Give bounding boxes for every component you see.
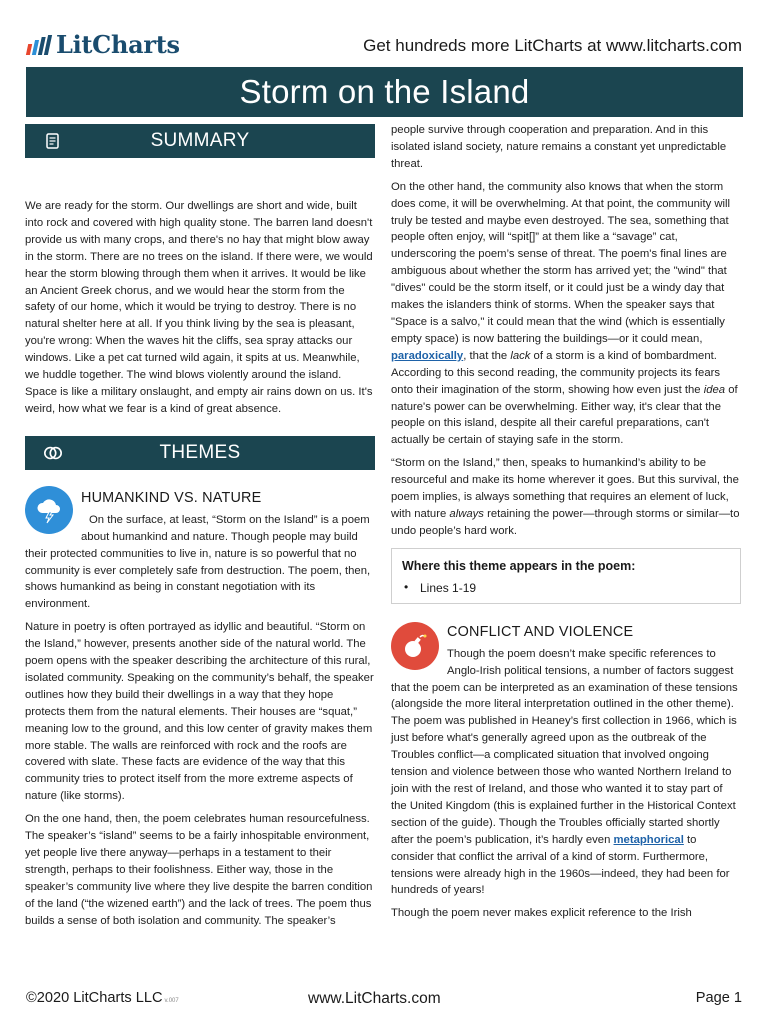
appears-list-item[interactable]: • Lines 1-19 [402, 581, 730, 595]
rings-icon [43, 445, 63, 461]
theme-conflict [391, 622, 741, 923]
theme-title-humankind: HUMANKIND VS. NATURE [81, 489, 262, 506]
footer-page-number: Page 1 [695, 990, 742, 1006]
right-column [391, 122, 741, 928]
paradoxically-link[interactable]: paradoxically [391, 349, 464, 362]
humankind-paragraph-3: On the one hand, then, the poem celebrates human resourcefulness. The speaker’s “island” seems to be a fairly inhospitable environment, yet people live there anyway—perhaps in a testament to their strength, perhaps to their foolishness. Either way, those in the speaker’s community live where they live despite the barren condition of the land (“the wizened earth”) and the lack of trees. The poem thus builds a sense of both isolation and community. The speaker’s [25, 813, 373, 927]
bomb-icon [391, 622, 439, 670]
humankind-paragraph-5: On the other hand, the community also knows that when the storm does come, it will be overwhelming. At that point, the community will truly be tested and maybe even destroyed. The sea, something that people often enjoy, will “spit[]” at them like a “savage” cat, underscoring the poem’s sense of threat. The poem's final lines are ambiguous about whether the storm has arrived yet; the "wind" that "dives" could be the storm itself, or it could just be a windy day that makes the islanders think of storms. When the speaker says that "Space is a salvo," it could mean that the wind (which is essentially empty space) is now battering the buildings—or it could mean, paradoxically, that the lack of a storm is a kind of bombardment. According to this second reading, the community projects its fears onto their imagination of the storm, showing how even just the idea of nature's power can be overwhelming. Either way, it's clear that the people on this island, despite all their careful preparations, can't actually be certain of staying safe in the storm. [391, 180, 738, 447]
page-footer [26, 990, 742, 1012]
page-title: Storm on the Island [239, 73, 530, 110]
summary-heading: SUMMARY [150, 130, 250, 151]
themes-heading: THEMES [159, 441, 241, 463]
litcharts-logo[interactable] [28, 30, 180, 59]
themes-header [25, 436, 375, 470]
appears-list [402, 581, 730, 595]
humankind-paragraph-1: On the surface, at least, “Storm on the Island” is a poem about humankind and nature. Though people may build their protected communities to live in, nature is so powerful that no community is ever completely safe from destruction. The poem, then, shows humankind as being in constant negotiation with its environment. [25, 513, 371, 611]
metaphorical-link[interactable]: metaphorical [613, 833, 684, 846]
conflict-paragraph-1: Though the poem doesn’t make specific references to Anglo-Irish political tensions, a number of factors suggest that the poem can be interpreted as an examination of these tensions (alongside the more literal interpretation outlined in the other theme). The poem was published in Heaney’s first collection in 1966, which is just before what's generally agreed upon as the outbreak of the Troubles conflict—a complicated situation that involved ongoing tension and violence between those who wanted Northern Ireland to join with the rest of Ireland, and those who wanted it to stay part of the United Kingdom (this is explained further in the Historical Context section of the guide). Though the Troubles officially started shortly after the poem’s publication, it’s hardly even metaphorical to consider that conflict the arrival of a kind of storm. Furthermore, tensions were already high in the 1960s—indeed, they had been for hundreds of years! [391, 647, 738, 897]
summary-text: We are ready for the storm. Our dwellings are short and wide, built into rock and covered with high quality stone. The barren land doesn't provide us with many crops, and there's no hay that might blow away in the storm. There are no trees on the island. If there were, we would hear the storm blowing through them when it arrives. It would be like an Ancient Greek chorus, and we would hear the storm from the safety of our home, which it would be trying to destroy. There is no natural shelter here at all. If you think living by the sea is pleasant, you're wrong: When the waves hit the cliffs, sea spray attacks our windows. Like a pet cat turned wild again, it spits at us. Meanwhile, we huddle together. The wind blows violently around the island. Space is like a military onslaught, and empty air rains down on us. It's weird, how what we fear is a kind of great absence. [25, 200, 373, 415]
storm-cloud-icon [25, 486, 73, 534]
theme-humankind [25, 486, 375, 930]
footer-copyright: ©2020 LitCharts LLC v.007 [26, 990, 179, 1006]
theme-appears-box [391, 548, 741, 604]
title-bar [26, 67, 743, 117]
conflict-paragraph-2: Though the poem never makes explicit reference to the Irish [391, 907, 692, 920]
theme-title-conflict: CONFLICT AND VIOLENCE [447, 623, 634, 640]
humankind-paragraph-2: Nature in poetry is often portrayed as idyllic and beautiful. “Storm on the Island,” however, presents another side of the natural world. The poem opens with the speaker describing the architecture of this rural, isolated community. Speaking on the community’s behalf, the speaker outlines how they build their dwellings in a way that they hope protects them from the natural elements. Their houses are “squat,” meaning low to the ground, and this low center of gravity makes them more stable. The walls are reinforced with rock and the roofs are covered with slate. These facts are evidence of the way that this community tries to protect itself from the more extreme aspects of nature (like storms). [25, 621, 374, 803]
logo-bars-icon [26, 35, 52, 55]
header-tagline: Get hundreds more LitCharts at www.litcharts.com [363, 36, 742, 55]
left-column [25, 124, 375, 936]
summary-header [25, 124, 375, 158]
humankind-paragraph-6: “Storm on the Island,” then, speaks to humankind’s ability to be resourceful and make its home wherever it goes. But this survival, the poem implies, is always something that requires an element of luck, with nature always retaining the power—through storms or similar—to undo people’s hard work. [391, 457, 740, 537]
humankind-paragraph-4: people survive through cooperation and preparation. And in this isolated island society, nature remains a constant yet unpredictable threat. [391, 124, 727, 170]
appears-box-title: Where this theme appears in the poem: [402, 558, 636, 573]
footer-version: v.007 [164, 998, 179, 1004]
logo-text: LitCharts [56, 30, 180, 59]
footer-site-link[interactable]: www.LitCharts.com [308, 990, 441, 1007]
page-header [28, 30, 742, 64]
document-icon [43, 133, 63, 149]
